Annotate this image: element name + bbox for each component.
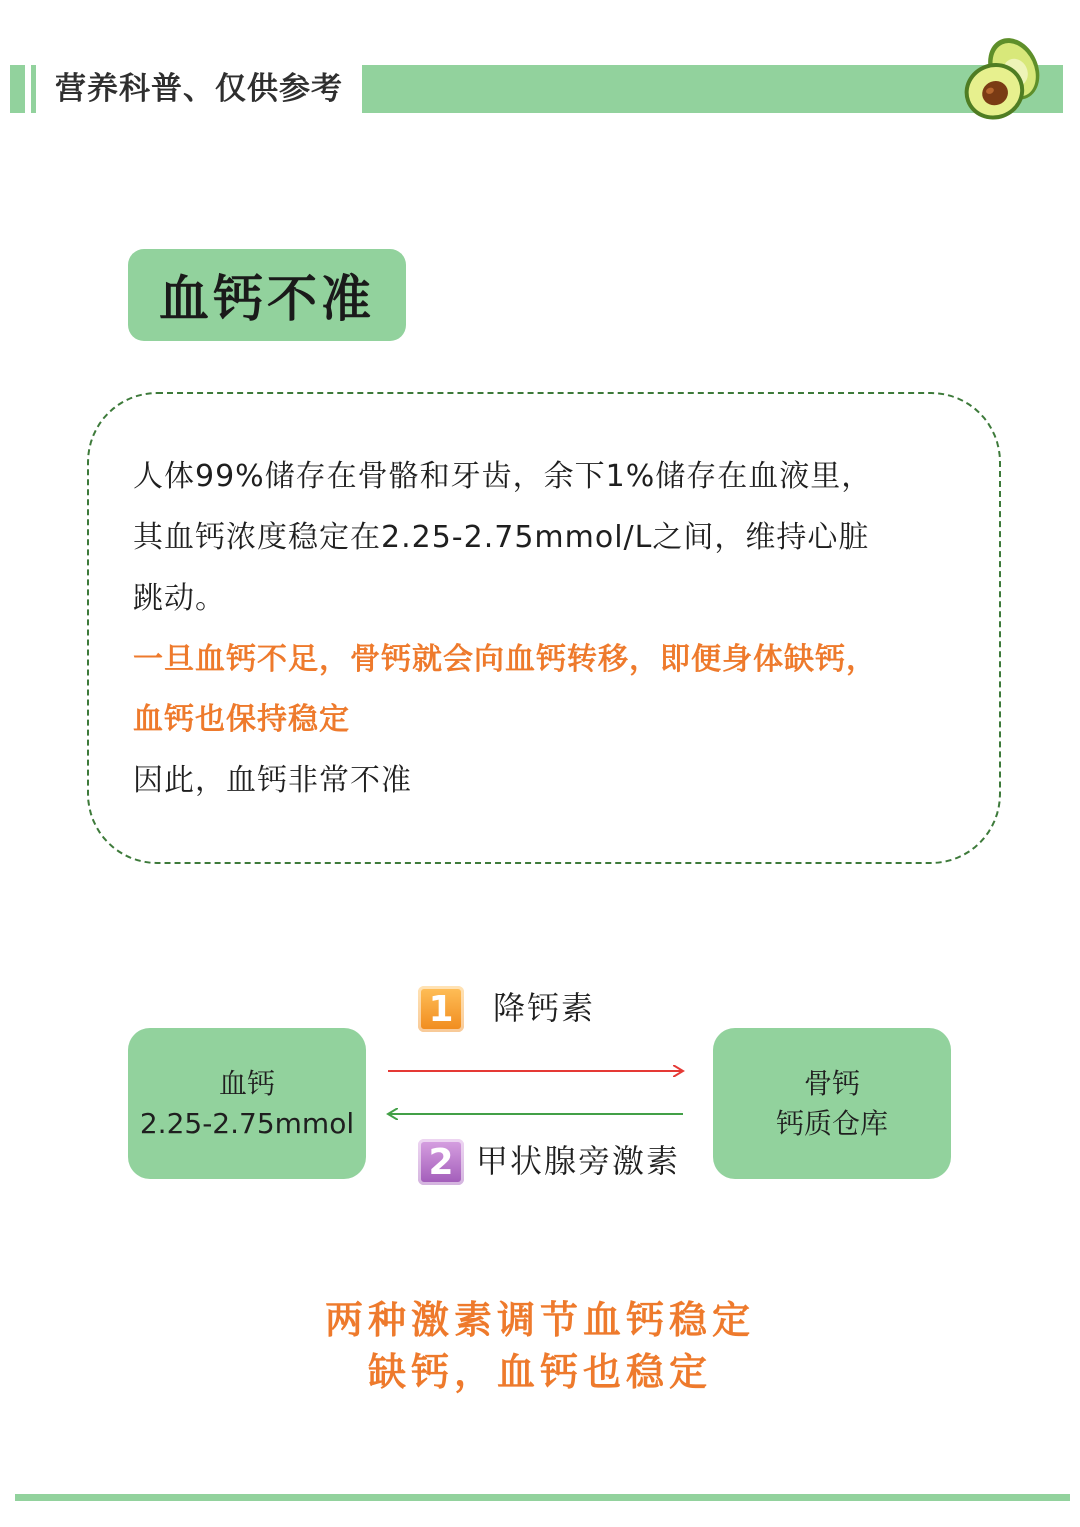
hormone-label-calcitonin: 降钙素: [493, 989, 596, 1027]
info-line: 人体99%储存在骨骼和牙齿，余下1%储存在血液里，: [133, 459, 873, 494]
node-title: 血钙: [218, 1066, 275, 1100]
node-title: 骨钙: [803, 1066, 860, 1100]
avocado-icon: [950, 35, 1050, 125]
blood-calcium-node: [128, 1028, 366, 1179]
node-subtitle: 钙质仓库: [775, 1106, 888, 1140]
info-line-highlight: 血钙也保持稳定: [133, 702, 350, 737]
conclusion-line-1: 两种激素调节血钙稳定: [324, 1298, 755, 1342]
node-value: 2.25-2.75mmol: [139, 1106, 355, 1140]
info-line: 跳动。: [133, 581, 226, 616]
hormone-label-pth: 甲状腺旁激素: [476, 1142, 681, 1180]
info-line: 因此，血钙非常不准: [133, 763, 412, 798]
header-stripe: [10, 65, 25, 113]
header-stripe: [31, 65, 36, 113]
info-line-highlight: 一旦血钙不足，骨钙就会向血钙转移，即便身体缺钙，: [133, 642, 877, 677]
info-line: 其血钙浓度稳定在2.25-2.75mmol/L之间，维持心脏: [133, 520, 870, 555]
header-title: 营养科普、仅供参考: [55, 71, 343, 107]
section-title-badge: [128, 249, 406, 341]
bone-calcium-node: [713, 1028, 951, 1179]
section-title: 血钙不准: [159, 269, 375, 328]
footer-line: [15, 1494, 1070, 1501]
number-1-badge: 1: [418, 986, 464, 1032]
conclusion-line-2: 缺钙，血钙也稳定: [367, 1350, 712, 1394]
number-2-badge: 2: [418, 1139, 464, 1185]
